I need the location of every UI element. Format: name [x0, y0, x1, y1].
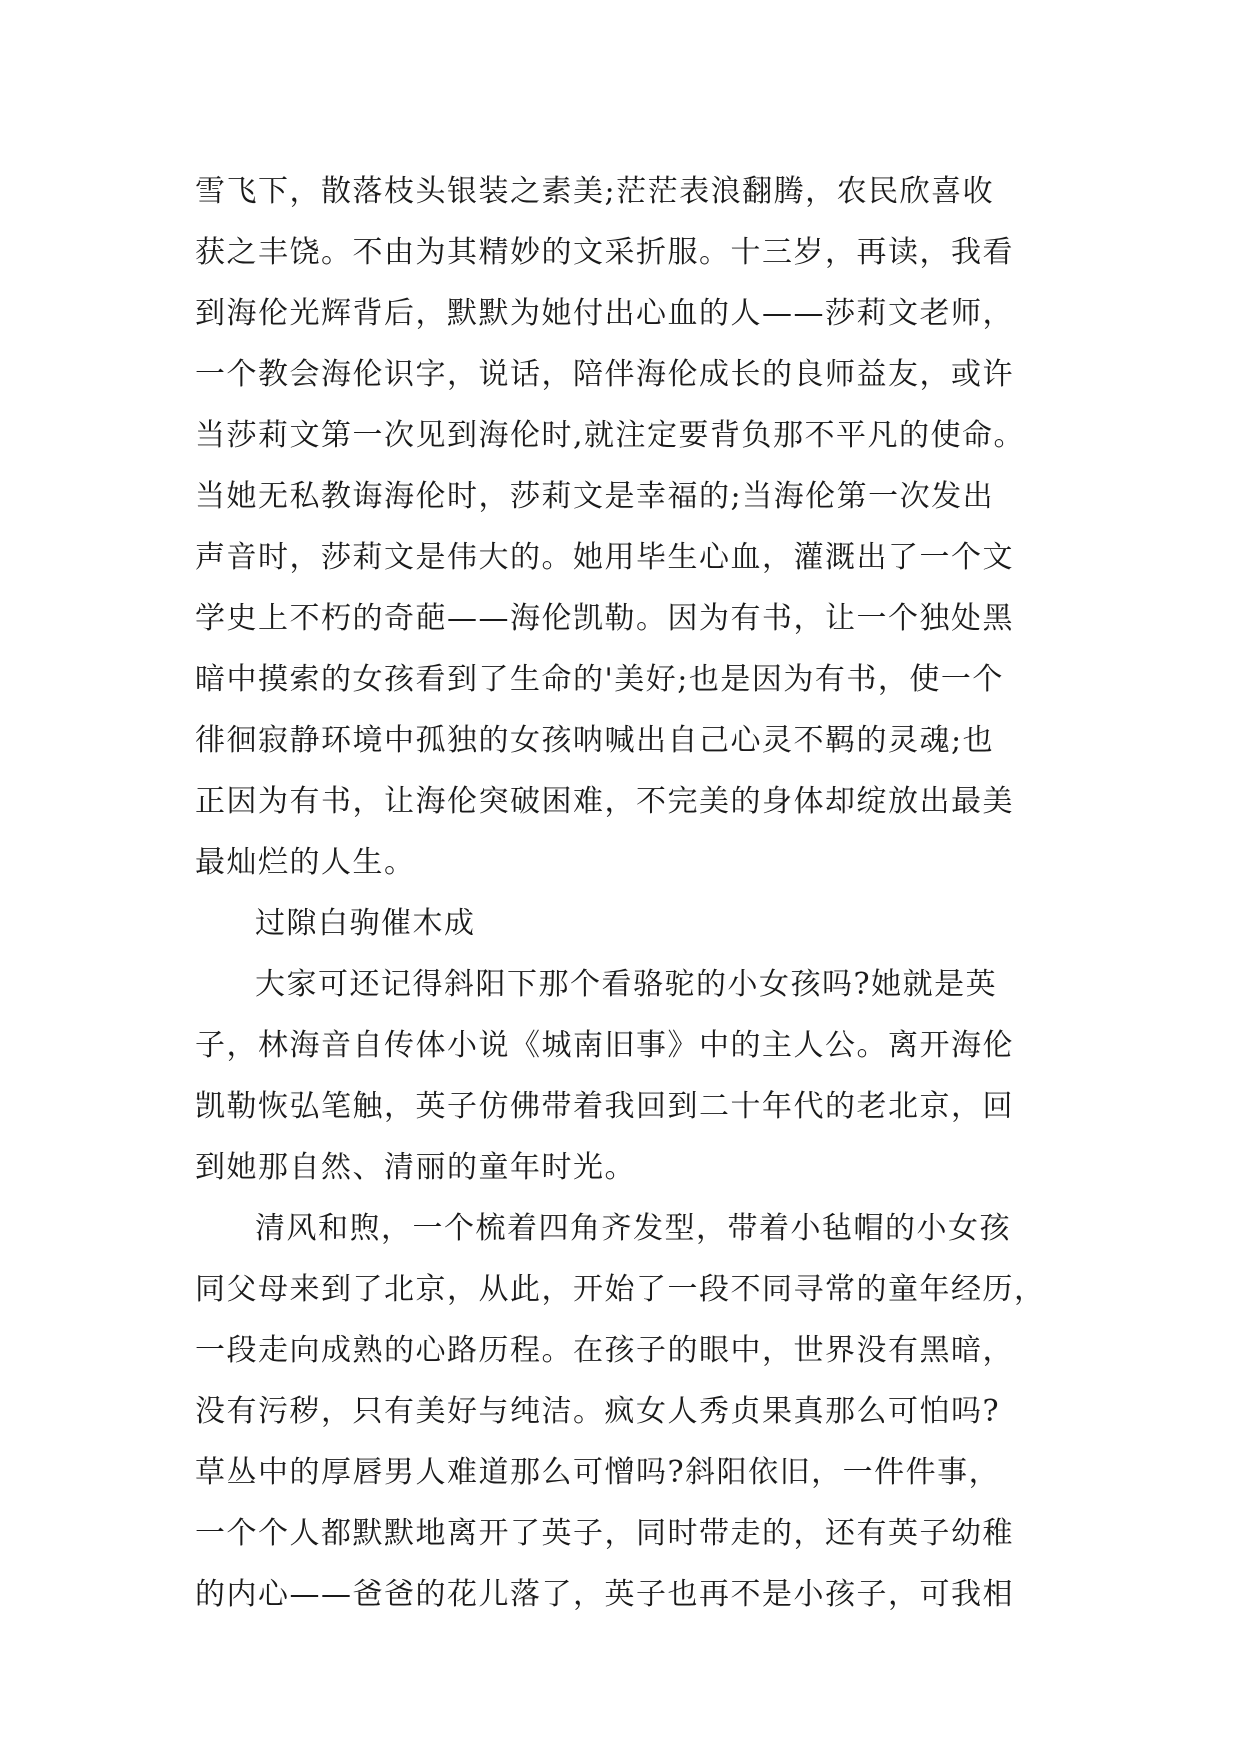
text-line: 当她无私教诲海伦时，莎莉文是幸福的;当海伦第一次发出: [195, 479, 995, 514]
text-line: 获之丰饶。不由为其精妙的文采折服。十三岁，再读，我看: [195, 235, 1014, 270]
text-line: 没有污秽，只有美好与纯洁。疯女人秀贞果真那么可怕吗?: [195, 1394, 1001, 1429]
body-text: [195, 161, 1075, 1625]
text-line: 最灿烂的人生。: [195, 845, 416, 880]
text-line: 凯勒恢弘笔触，英子仿佛带着我回到二十年代的老北京，回: [195, 1089, 1014, 1124]
text-line: 雪飞下，散落枝头银装之素美;茫茫表浪翻腾，农民欣喜收: [195, 174, 995, 209]
text-line: 一个教会海伦识字，说话，陪伴海伦成长的良师益友，或许: [195, 357, 1014, 392]
text-line: 当莎莉文第一次见到海伦时,就注定要背负那不平凡的使命。: [195, 418, 1026, 453]
text-line: 同父母来到了北京，从此，开始了一段不同寻常的童年经历，: [195, 1272, 1046, 1307]
text-line: 声音时，莎莉文是伟大的。她用毕生心血，灌溉出了一个文: [195, 540, 1014, 575]
text-line: 到海伦光辉背后，默默为她付出心血的人——莎莉文老师，: [195, 296, 1014, 331]
text-line: 暗中摸索的女孩看到了生命的'美好;也是因为有书，使一个: [195, 662, 1004, 697]
text-line: 一段走向成熟的心路历程。在孩子的眼中，世界没有黑暗，: [195, 1333, 1014, 1368]
text-line: 一个个人都默默地离开了英子，同时带走的，还有英子幼稚: [195, 1516, 1014, 1551]
text-line: 清风和煦，一个梳着四角齐发型，带着小毡帽的小女孩: [255, 1211, 1011, 1246]
text-line: 过隙白驹催木成: [255, 906, 476, 941]
text-line: 到她那自然、清丽的童年时光。: [195, 1150, 636, 1185]
text-line: 草丛中的厚唇男人难道那么可憎吗?斜阳依旧，一件件事，: [195, 1455, 1001, 1490]
text-line: 大家可还记得斜阳下那个看骆驼的小女孩吗?她就是英: [255, 967, 998, 1002]
text-line: 徘徊寂静环境中孤独的女孩呐喊出自己心灵不羁的灵魂;也: [195, 723, 995, 758]
text-line: 学史上不朽的奇葩——海伦凯勒。因为有书，让一个独处黑: [195, 601, 1014, 636]
text-line: 子，林海音自传体小说《城南旧事》中的主人公。离开海伦: [195, 1028, 1014, 1063]
text-line: 的内心——爸爸的花儿落了，英子也再不是小孩子，可我相: [195, 1577, 1014, 1612]
text-line: 正因为有书，让海伦突破困难，不完美的身体却绽放出最美: [195, 784, 1014, 819]
